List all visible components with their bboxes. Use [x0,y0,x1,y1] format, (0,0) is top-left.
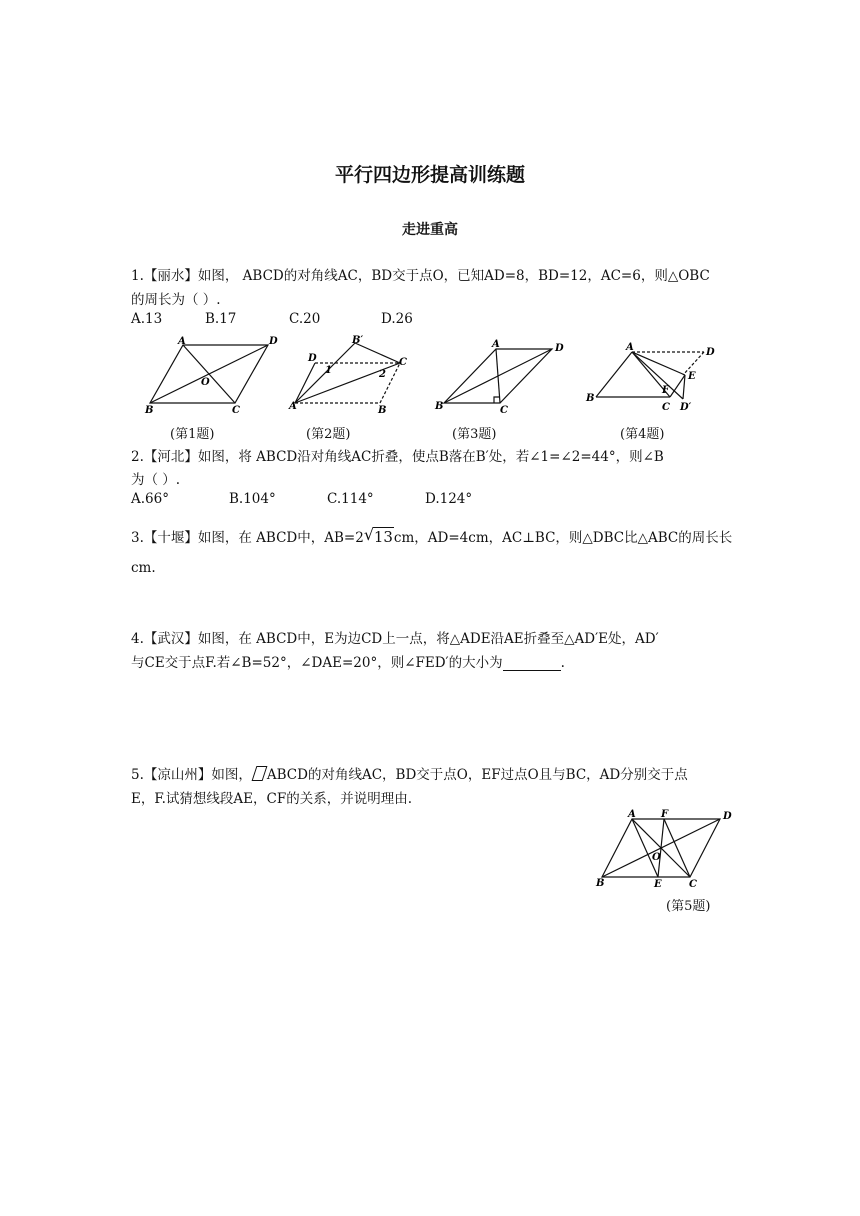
q3-text-part2: cm，AD=4cm，AC⊥BC，则△DBC比△ABC的周长长 [393,530,733,546]
fig4-label-d: D [706,347,715,358]
q4-answer-blank [503,657,561,671]
caption-figure-1: (第1题) [170,427,215,442]
fig5-label-b: B [596,878,605,889]
caption-figure-4: (第4题) [620,427,665,442]
caption-figure-5: (第5题) [666,899,711,914]
q4-text-line1: 4.【武汉】如图，在 ABCD中，E为边CD上一点，将△ADE沿AE折叠至△AD′E处，AD′ [131,631,659,647]
q3-text-line1 [131,526,732,546]
q3-text-part1: 3.【十堰】如图，在 ABCD中，AB=2 [131,530,364,546]
q1-option-d: D.26 [381,311,413,327]
fig2-label-b-prime: B′ [352,335,364,346]
fig2-label-d: D [308,353,317,364]
figure-5 [592,805,737,890]
q1-option-a: A.13 [131,311,163,327]
q1-text-line2: 的周长为（ ）. [131,292,221,308]
fig1-label-a: A [178,336,186,347]
q2-option-c: C.114° [327,491,374,507]
figure-4 [580,335,720,415]
fig5-label-c: C [689,879,697,890]
fig2-label-c: C [399,357,407,368]
fig3-label-d: D [555,343,564,354]
q5-text-line2: E，F.试猜想线段AE，CF的关系，并说明理由. [131,791,413,807]
q2-text-line1: 2.【河北】如图，将 ABCD沿对角线AC折叠，使点B落在B′处，若∠1=∠2=44°，则∠B [131,449,664,465]
fig2-label-1: 1 [325,365,332,376]
fig5-label-f: F [661,809,669,820]
fig1-label-o: O [201,377,210,388]
section-subtitle: 走进重高 [402,222,458,238]
fig1-label-c: C [232,405,240,415]
figure-2 [285,335,415,415]
fig4-label-f: F [662,385,670,396]
fig4-label-c: C [662,402,670,413]
q3-text-line2: cm. [131,560,156,576]
fig5-label-o: O [652,852,661,863]
q3-sqrt: √ 13 [363,525,393,546]
q5-text-prefix: 5.【凉山州】如图， [131,767,252,783]
fig3-label-a: A [492,339,500,350]
fig2-label-b: B [378,405,387,415]
q1-options [131,311,413,327]
figure-1 [140,335,280,415]
q2-text-line2: 为（ ）. [131,472,181,488]
q2-option-d: D.124° [425,491,473,507]
fig5-label-a: A [628,809,636,820]
q1-option-c: C.20 [289,311,321,327]
fig2-label-a: A [289,401,297,412]
fig5-label-d: D [723,811,732,822]
q3-radicand: 13 [373,528,393,546]
fig1-label-d: D [269,336,278,347]
fig2-label-2: 2 [379,369,386,380]
caption-figure-2: (第2题) [306,427,351,442]
parallelogram-icon [251,766,267,781]
q2-option-a: A.66° [131,491,169,507]
caption-figure-3: (第3题) [452,427,497,442]
fig5-label-e: E [654,879,662,890]
fig3-label-b: B [435,401,444,412]
q4-text-line2-end: . [560,655,565,671]
fig4-label-d-prime: D′ [680,402,692,413]
q5-text-body: ABCD的对角线AC，BD交于点O，EF过点O且与BC，AD分别交于点 [266,767,688,783]
q4-text-line2 [131,651,565,671]
figure-3 [430,335,570,415]
page-title: 平行四边形提高训练题 [334,164,525,186]
q5-text-line1 [131,763,688,783]
fig1-label-b: B [145,405,154,415]
fig4-label-b: B [586,393,595,404]
fig3-label-c: C [500,405,508,415]
q1-option-b: B.17 [205,311,237,327]
fig4-label-a: A [626,342,634,353]
q2-option-b: B.104° [229,491,276,507]
q4-text-line2-body: 与CE交于点F.若∠B=52°，∠DAE=20°，则∠FED′的大小为 [131,655,503,671]
fig4-label-e: E [688,371,696,382]
q1-text-line1: 1.【丽水】如图， ABCD的对角线AC，BD交于点O，已知AD=8，BD=12，AC=6，则△OBC [131,268,710,284]
q2-options [131,491,472,507]
